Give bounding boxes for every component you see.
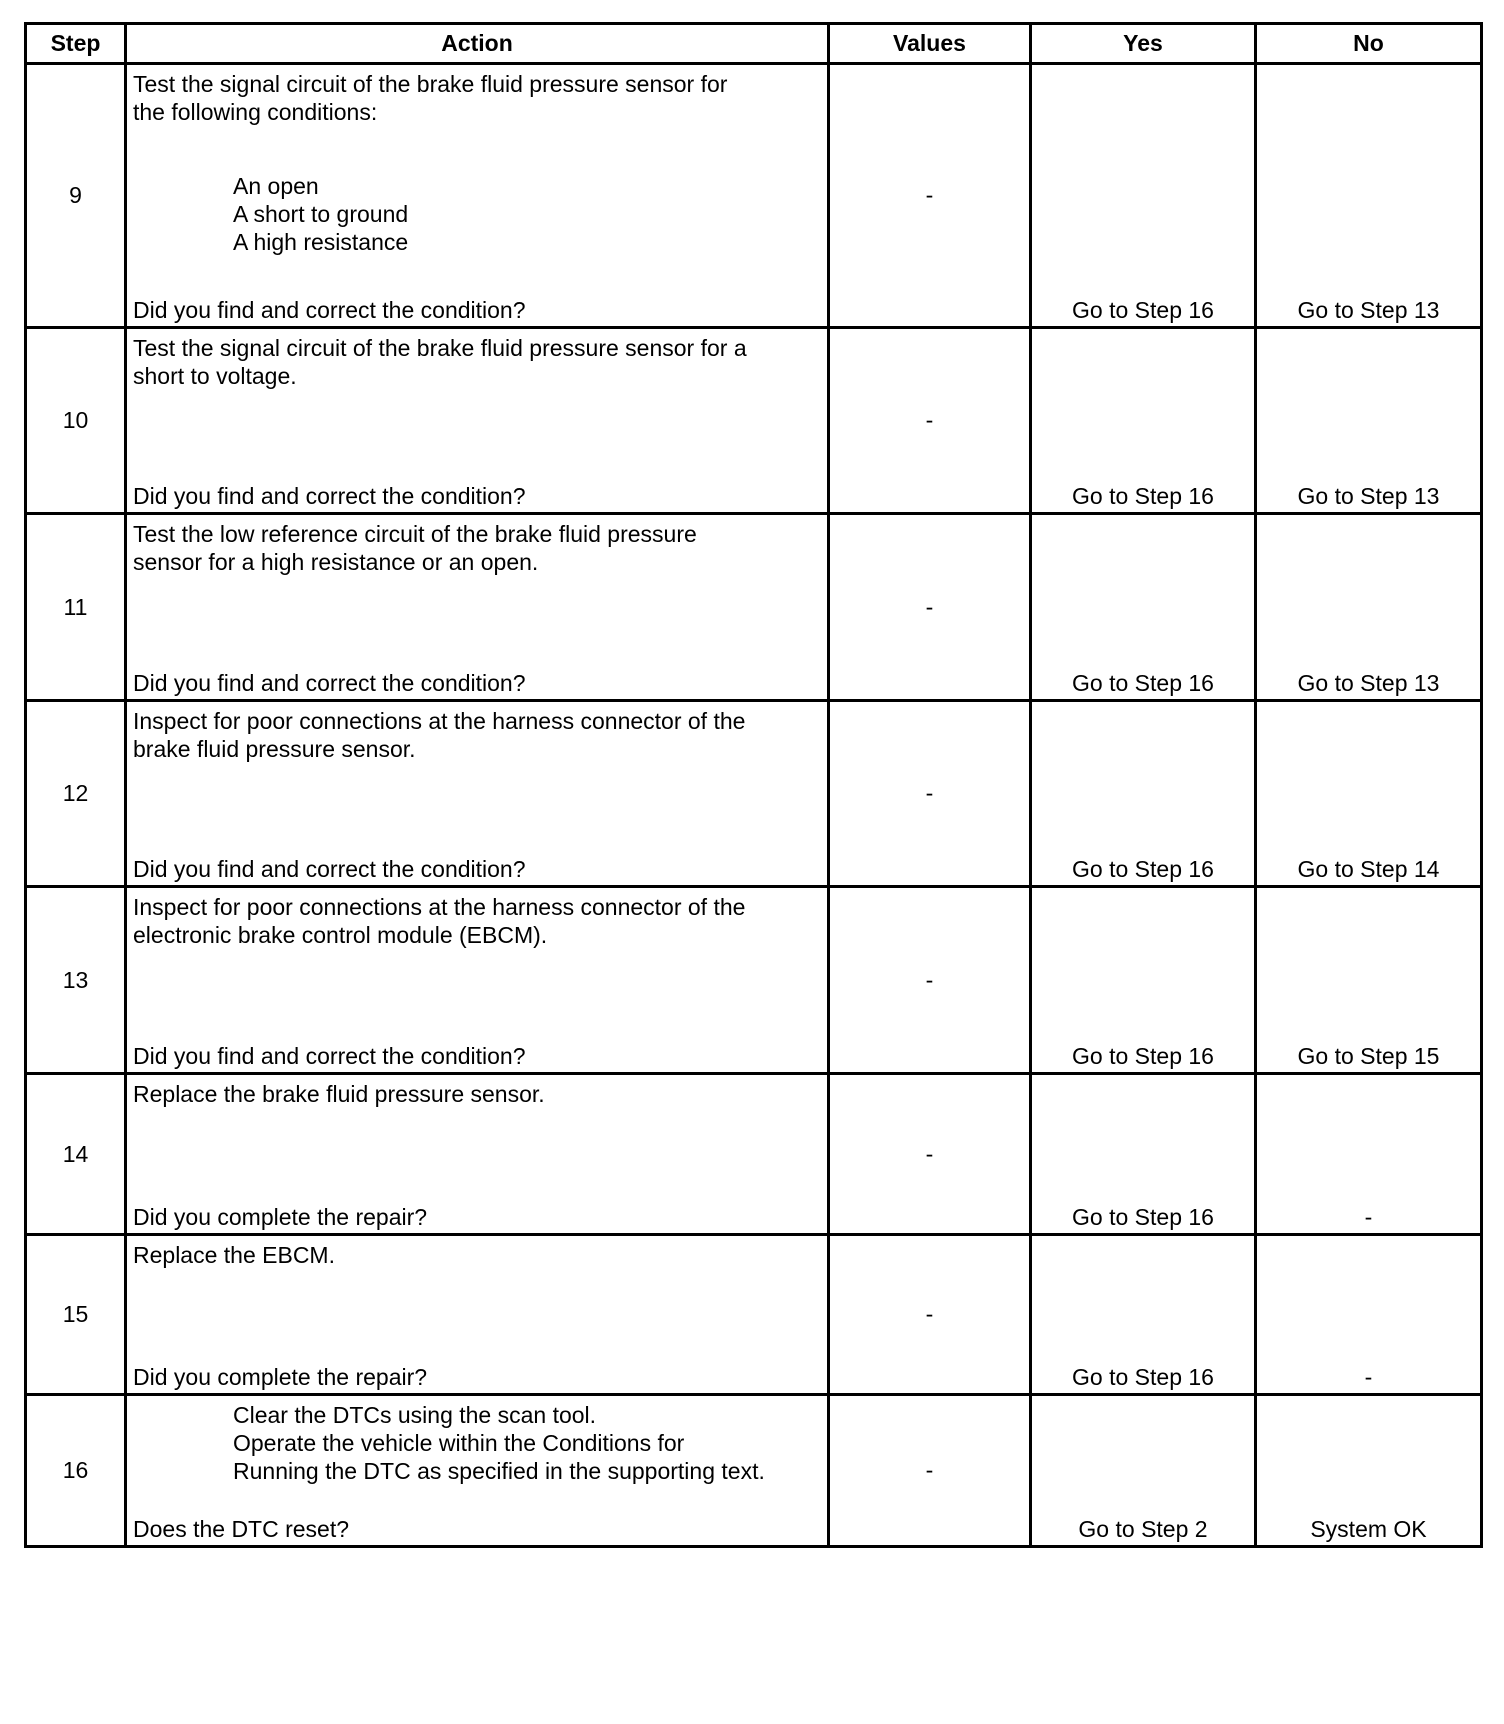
action-question: Did you find and correct the condition? [133, 1043, 526, 1069]
action-text-line: brake fluid pressure sensor. [133, 736, 416, 762]
no-result: - [1256, 1074, 1482, 1235]
condition-item: Operate the vehicle within the Conditions for [233, 1430, 685, 1456]
condition-list [133, 1401, 821, 1485]
action-question: Did you find and correct the condition? [133, 483, 526, 509]
action-question: Does the DTC reset? [133, 1516, 350, 1542]
table-row [26, 514, 1482, 701]
action-cell [126, 514, 829, 701]
step-number: 9 [26, 64, 126, 328]
action-instructions [133, 893, 821, 949]
no-result: Go to Step 13 [1256, 514, 1482, 701]
step-number: 15 [26, 1235, 126, 1395]
step-number: 11 [26, 514, 126, 701]
action-question: Did you complete the repair? [133, 1204, 428, 1230]
action-question: Did you find and correct the condition? [133, 670, 526, 696]
no-result: Go to Step 13 [1256, 64, 1482, 328]
header-yes: Yes [1031, 24, 1256, 64]
action-text-line: the following conditions: [133, 99, 378, 125]
step-number: 14 [26, 1074, 126, 1235]
yes-result: Go to Step 16 [1031, 1074, 1256, 1235]
condition-item: An open [233, 173, 319, 199]
header-no: No [1256, 24, 1482, 64]
step-number: 16 [26, 1395, 126, 1547]
action-cell [126, 1235, 829, 1395]
header-action: Action [126, 24, 829, 64]
action-text-line: short to voltage. [133, 363, 297, 389]
action-text-line: Replace the EBCM. [133, 1242, 335, 1268]
condition-item: A high resistance [233, 229, 409, 255]
table-body [26, 64, 1482, 1547]
no-result: Go to Step 13 [1256, 328, 1482, 514]
action-text-line: Inspect for poor connections at the harness connector of the [133, 708, 746, 734]
values-cell: - [829, 1074, 1031, 1235]
table-row [26, 64, 1482, 328]
action-cell [126, 887, 829, 1074]
values-cell: - [829, 514, 1031, 701]
condition-item: Running the DTC as specified in the supporting text. [233, 1458, 765, 1484]
yes-result: Go to Step 16 [1031, 328, 1256, 514]
action-instructions [133, 520, 821, 576]
step-number: 12 [26, 701, 126, 887]
yes-result: Go to Step 16 [1031, 1235, 1256, 1395]
header-row [26, 24, 1482, 64]
action-instructions [133, 707, 821, 763]
values-cell: - [829, 1235, 1031, 1395]
action-instructions [133, 1080, 821, 1108]
action-text-line: Test the signal circuit of the brake fluid pressure sensor for a [133, 335, 747, 361]
header-values: Values [829, 24, 1031, 64]
action-instructions [133, 70, 821, 126]
header-step: Step [26, 24, 126, 64]
condition-item: A short to ground [233, 201, 409, 227]
table-row [26, 1074, 1482, 1235]
yes-result: Go to Step 16 [1031, 887, 1256, 1074]
step-number: 13 [26, 887, 126, 1074]
values-cell: - [829, 701, 1031, 887]
yes-result: Go to Step 2 [1031, 1395, 1256, 1547]
action-text-line: electronic brake control module (EBCM). [133, 922, 548, 948]
action-instructions [133, 1241, 821, 1269]
table-row [26, 1235, 1482, 1395]
action-text-line: Test the low reference circuit of the brake fluid pressure [133, 521, 697, 547]
yes-result: Go to Step 16 [1031, 701, 1256, 887]
action-text-line: sensor for a high resistance or an open. [133, 549, 539, 575]
step-number: 10 [26, 328, 126, 514]
condition-list [133, 172, 821, 256]
action-text-line: Inspect for poor connections at the harness connector of the [133, 894, 746, 920]
values-cell: - [829, 1395, 1031, 1547]
no-result: - [1256, 1235, 1482, 1395]
values-cell: - [829, 328, 1031, 514]
action-question: Did you find and correct the condition? [133, 856, 526, 882]
action-text-line: Test the signal circuit of the brake fluid pressure sensor for [133, 71, 728, 97]
action-cell [126, 1395, 829, 1547]
action-cell [126, 64, 829, 328]
action-cell [126, 1074, 829, 1235]
no-result: Go to Step 15 [1256, 887, 1482, 1074]
no-result: Go to Step 14 [1256, 701, 1482, 887]
diagnostic-table [24, 22, 1483, 1548]
action-cell [126, 701, 829, 887]
values-cell: - [829, 887, 1031, 1074]
table-row [26, 328, 1482, 514]
yes-result: Go to Step 16 [1031, 514, 1256, 701]
no-result: System OK [1256, 1395, 1482, 1547]
yes-result: Go to Step 16 [1031, 64, 1256, 328]
table-row [26, 887, 1482, 1074]
action-question: Did you complete the repair? [133, 1364, 428, 1390]
action-cell [126, 328, 829, 514]
action-instructions [133, 334, 821, 390]
action-text-line: Replace the brake fluid pressure sensor. [133, 1081, 545, 1107]
values-cell: - [829, 64, 1031, 328]
table-row [26, 701, 1482, 887]
table-row [26, 1395, 1482, 1547]
condition-item: Clear the DTCs using the scan tool. [233, 1402, 597, 1428]
action-question: Did you find and correct the condition? [133, 297, 526, 323]
